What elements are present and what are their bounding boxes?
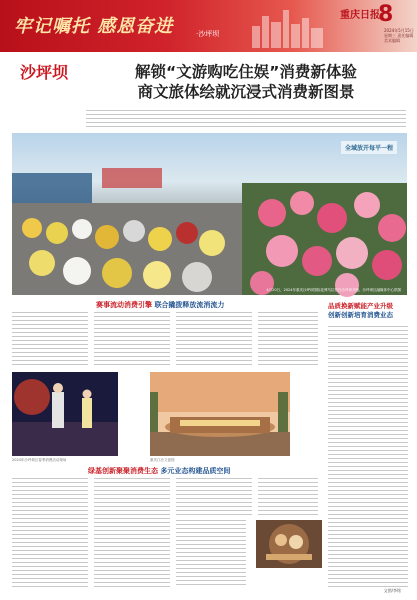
lead-paragraph — [86, 110, 406, 130]
newspaper-name: 重庆日报 — [340, 10, 380, 21]
section-2-rest: 多元业态构建品质空间 — [160, 467, 231, 475]
section-1-col-4 — [258, 312, 318, 368]
section-2-col-2 — [94, 478, 170, 588]
headline-line-2: 商文旅体绘就沉浸式消费新图景 — [137, 83, 355, 101]
page-number: 8 — [378, 2, 394, 27]
section-2-title — [88, 466, 230, 476]
section-1-rest: 联合撬拨释放流消流力 — [154, 301, 225, 309]
city-skyline-image — [250, 4, 330, 48]
side-title — [328, 302, 410, 320]
section-2-col-4 — [258, 478, 318, 518]
photo-stage-event — [12, 372, 118, 462]
section-1-lead: 赛事流动消费引擎 — [96, 301, 152, 309]
photo-building — [150, 372, 290, 462]
section-1-col-1 — [12, 312, 88, 368]
hero-caption: 4月20日，2024年重庆沙坪坝国际花博马拉松在沙坪坝开跑。沙坪坝区融媒体中心供图 — [266, 288, 401, 292]
issue-meta: 2024年5月15日 星期三 责任编辑 美术编辑 — [384, 28, 414, 43]
banner-slogan: 牢记嘱托 感恩奋进 — [14, 16, 174, 37]
section-2-col-3 — [176, 478, 252, 518]
banner-subtitle: ·沙坪坝 — [196, 30, 220, 38]
side-column-text — [328, 326, 408, 588]
byline: 文图/李铭 — [383, 588, 401, 593]
marathon-crowd-image — [12, 133, 407, 295]
district-label: 沙坪坝 — [20, 63, 69, 82]
side-title-line-1: 品质换新赋能产业升级 — [328, 302, 393, 310]
page-banner — [0, 0, 417, 52]
stage-event-image — [12, 372, 118, 456]
cafe-image — [256, 520, 322, 568]
side-title-line-2: 创新创新培育消费业态 — [328, 311, 393, 319]
building-image — [150, 372, 290, 456]
section-1-col-3 — [176, 312, 252, 368]
photo-cafe — [256, 520, 322, 568]
hero-tag: 全域放开每平一程 — [341, 141, 397, 154]
section-1-title — [96, 300, 224, 310]
section-1-col-2 — [94, 312, 170, 368]
section-2-col-1 — [12, 478, 88, 588]
photo-building-caption: 重庆江沙文创园 — [150, 458, 175, 462]
section-2-lead: 绿基创新聚聚消费生态 — [88, 467, 158, 475]
section-2-col-5 — [176, 520, 246, 588]
hero-photo-marathon — [12, 133, 407, 295]
headline-line-1: 解锁“文游购吃住娱”消费新体验 — [135, 63, 357, 81]
photo-stage-caption: 2024年沙坪坝区春季消费活动现场 — [12, 458, 67, 462]
headline — [86, 62, 406, 102]
